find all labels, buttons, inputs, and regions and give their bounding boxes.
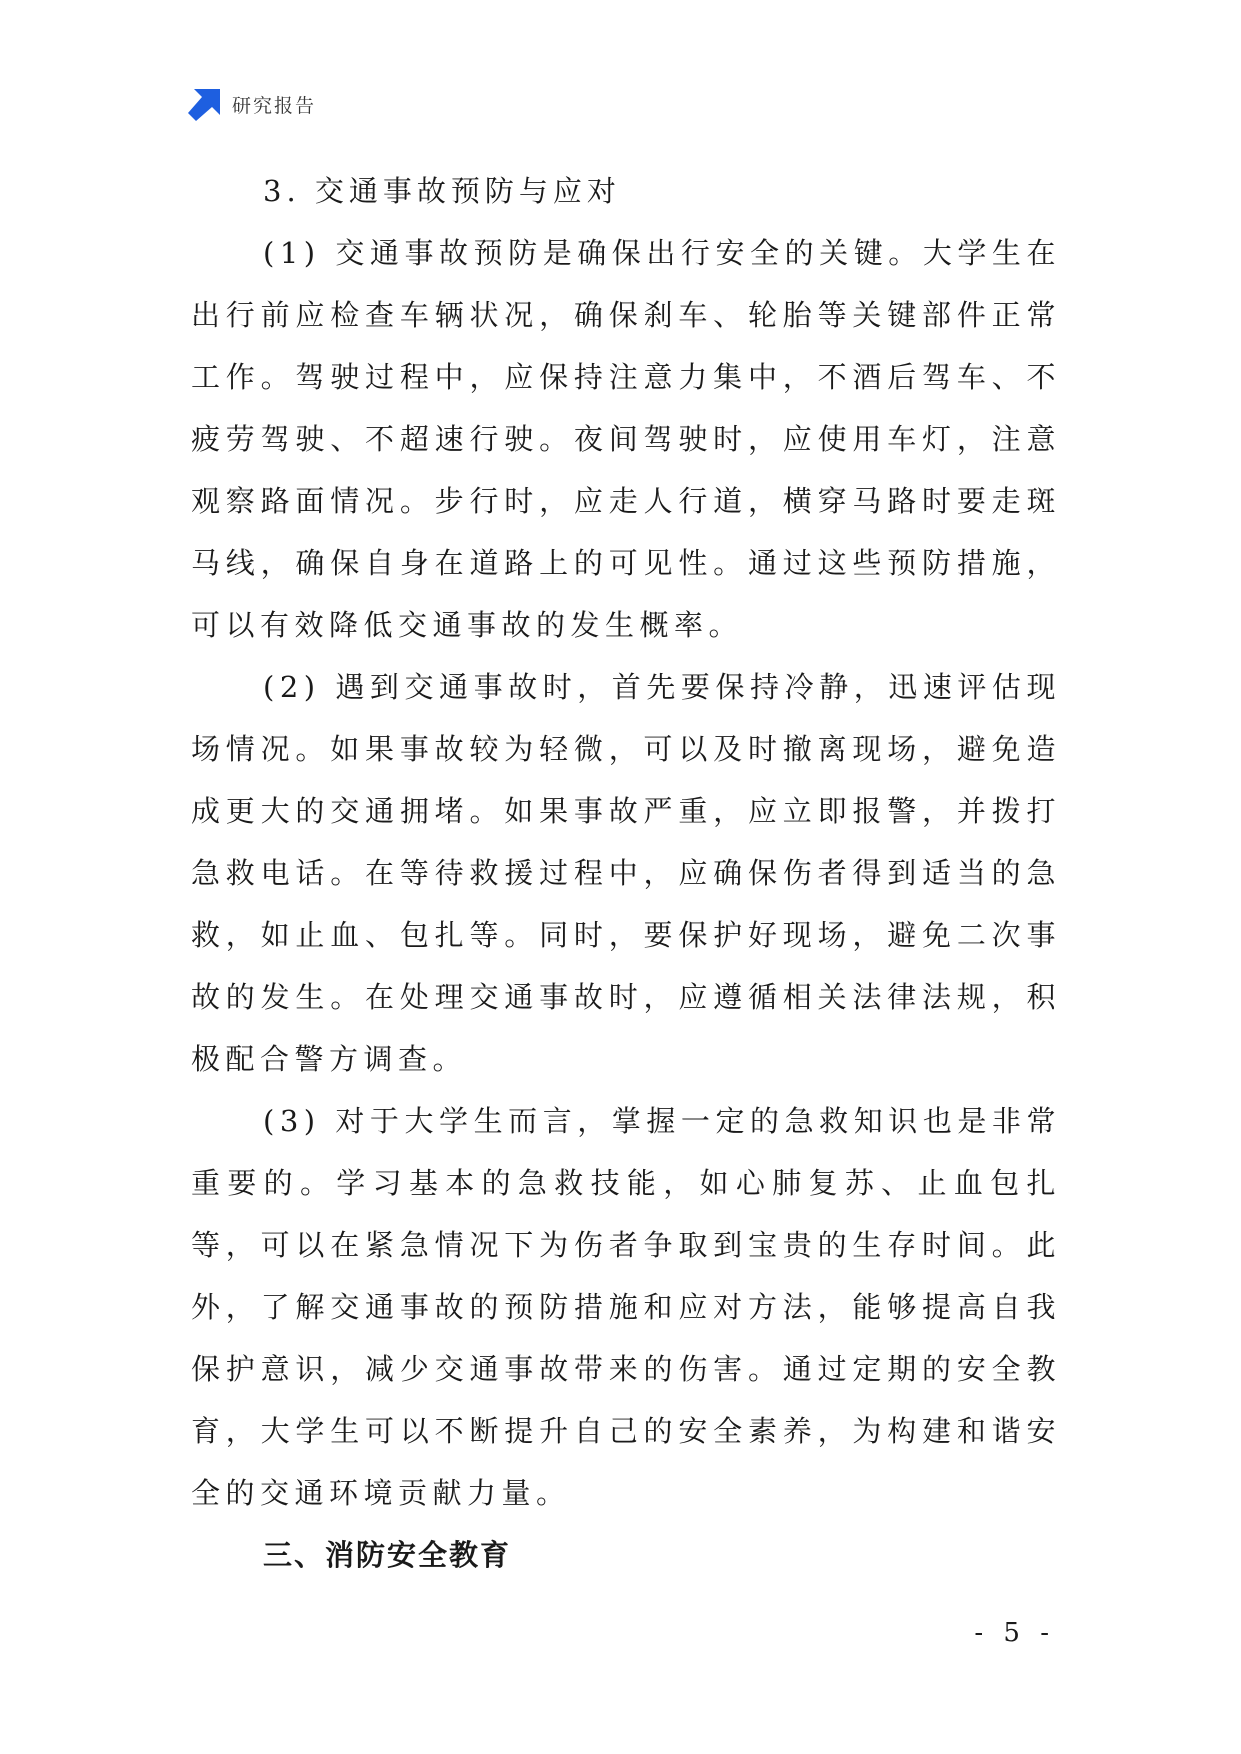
- paragraph-3: (3) 对于大学生而言，掌握一定的急救知识也是非常重要的。学习基本的急救技能，如心肺复苏、止血包扎等，可以在紧急情况下为伤者争取到宝贵的生存时间。此外，了解交通事故的预防措施和应对方法，能够提高自我保护意识，减少交通事故带来的伤害。通过定期的安全教育，大学生可以不断提升自己的安全素养，为构建和谐安全的交通环境贡献力量。: [191, 1104, 1061, 1510]
- section-heading: 三、消防安全教育: [263, 1538, 512, 1572]
- paragraph-2: (2) 遇到交通事故时，首先要保持冷静，迅速评估现场情况。如果事故较为轻微，可以及时撤离现场，避免造成更大的交通拥堵。如果事故严重，应立即报警，并拨打急救电话。在等待救援过程中，应确保伤者得到适当的急救，如止血、包扎等。同时，要保护好现场，避免二次事故的发生。在处理交通事故时，应遵循相关法律法规，积极配合警方调查。: [191, 670, 1061, 1076]
- paragraph-1: (1) 交通事故预防是确保出行安全的关键。大学生在出行前应检查车辆状况，确保刹车、轮胎等关键部件正常工作。驾驶过程中，应保持注意力集中，不酒后驾车、不疲劳驾驶、不超速行驶。夜间驾驶时，应使用车灯，注意观察路面情况。步行时，应走人行道，横穿马路时要走斑马线，确保自身在道路上的可见性。通过这些预防措施，可以有效降低交通事故的发生概率。: [191, 236, 1061, 642]
- arrow-up-right-icon: [188, 87, 222, 121]
- header-label: 研究报告: [232, 94, 317, 117]
- page-header: [188, 86, 316, 122]
- subsection-title: 3. 交通事故预防与应对: [263, 174, 621, 208]
- document-body: [191, 160, 1061, 1586]
- page-number: - 5 -: [974, 1618, 1055, 1648]
